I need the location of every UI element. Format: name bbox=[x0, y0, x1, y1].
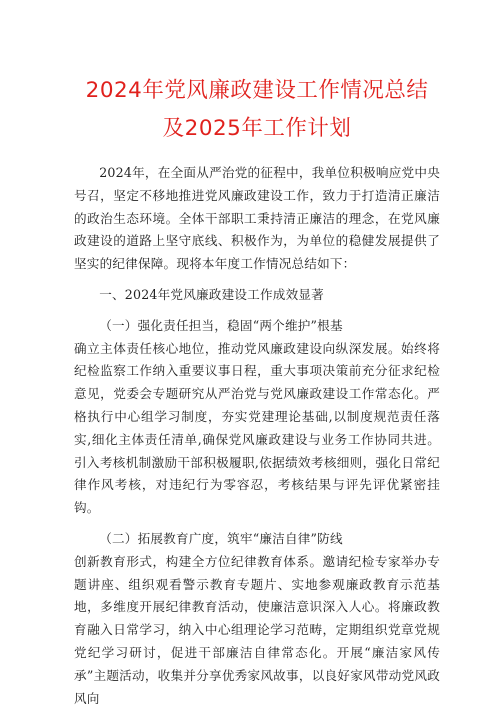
title-line-1: 2024年党风廉政建设工作情况总结 bbox=[85, 78, 429, 103]
subsection-body-1: 确立主体责任核心地位，推动党风廉政建设向纵深发展。始终将纪检监察工作纳入重要议事日程，重大事项决策前充分征求纪检意见，党委会专题研究从严治党与党风廉政建设工作常态化。严格执行中心组学习制度，夯实党建理论基础,以制度规范责任落实,细化主体责任清单,确保党风廉政建设与业务工作协同共进。引入考核机制激励干部积极履职,依据绩效考核细则，强化日常纪律作风考核，对违纪行为零容忍，考核结果与评先评优紧密挂钩。 bbox=[74, 340, 440, 516]
document-title bbox=[74, 72, 440, 148]
subsection-body-2: 创新教育形式，构建全方位纪律教育体系。邀请纪检专家举办专题讲座、组织观看警示教育专题片、实地参观廉政教育示范基地，多维度开展纪律教育活动，使廉洁意识深入人心。将廉政教育融入日常学习，纳入中心组理论学习范畴，定期组织党章党规党纪学习研讨，促进干部廉洁自律常态化。开展“廉洁家风传承”主题活动，收集并分享优秀家风故事，以良好家风带动党风政风向 bbox=[74, 553, 440, 706]
subsection-heading-1: （一）强化责任担当，稳固“两个维护”根基 bbox=[99, 317, 343, 333]
section-heading-1: 一、2024年党风廉政建设工作成效显著 bbox=[99, 286, 324, 302]
subsection-heading-2: （二）拓展教育广度，筑牢“廉洁自律”防线 bbox=[99, 530, 343, 546]
intro-paragraph: 2024年，在全面从严治党的征程中，我单位积极响应党中央号召，坚定不移地推进党风廉政建设工作，致力于打造清正廉洁的政治生态环境。全体干部职工秉持清正廉洁的理念，在党风廉政建设的道路上坚守底线、积极作为，为单位的稳健发展提供了坚实的纪律保障。现将本年度工作情况总结如下： bbox=[74, 165, 440, 272]
title-line-2: 及2025年工作计划 bbox=[162, 116, 352, 141]
